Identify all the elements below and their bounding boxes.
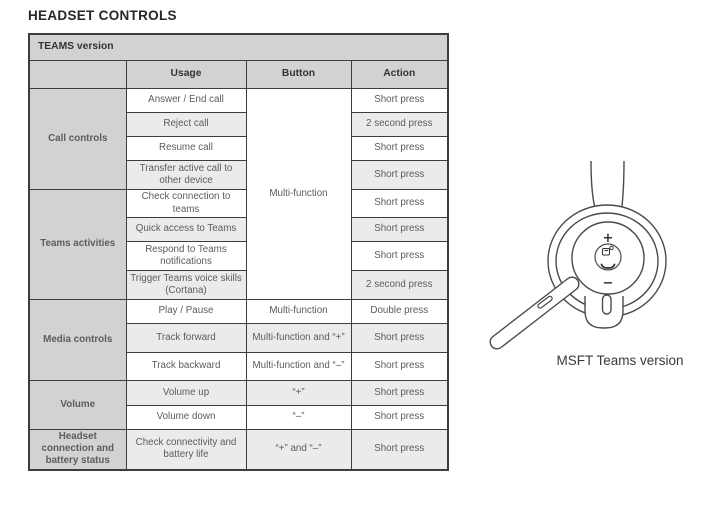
- action-cell: Short press: [351, 218, 448, 242]
- button-cell: “+”: [246, 381, 351, 406]
- controls-table: [28, 33, 449, 471]
- headband-line-left: [591, 161, 595, 208]
- button-cell: Multi-function: [246, 300, 351, 324]
- button-cell: “–”: [246, 406, 351, 430]
- illustration-caption: MSFT Teams version: [556, 353, 684, 368]
- button-cell: Multi-function and “–”: [246, 353, 351, 381]
- headset-drawing: [470, 140, 715, 365]
- action-cell: Short press: [351, 242, 448, 271]
- column-header-usage: Usage: [126, 61, 246, 89]
- column-header-button: Button: [246, 61, 351, 89]
- usage-cell: Volume down: [126, 406, 246, 430]
- usage-cell: Check connection to teams: [126, 190, 246, 218]
- usage-cell: Volume up: [126, 381, 246, 406]
- hinge-slot: [603, 295, 612, 314]
- table-row: [29, 190, 448, 218]
- action-cell: Short press: [351, 89, 448, 113]
- action-cell: Short press: [351, 353, 448, 381]
- column-header-action: Action: [351, 61, 448, 89]
- boom-arm-fill: [497, 284, 572, 342]
- usage-cell: Check connectivity and battery life: [126, 430, 246, 470]
- headset-illustration: [470, 140, 715, 365]
- page-title: HEADSET CONTROLS: [28, 8, 177, 23]
- usage-cell: Reject call: [126, 113, 246, 137]
- action-cell: Short press: [351, 161, 448, 190]
- action-cell: Short press: [351, 324, 448, 353]
- volume-up-label: +: [602, 231, 614, 246]
- table-section-row: [29, 34, 448, 61]
- group-cell-media-controls: Media controls: [29, 300, 126, 381]
- table-header-row: [29, 61, 448, 89]
- usage-cell: Answer / End call: [126, 89, 246, 113]
- button-cell-multifunction: Multi-function: [246, 89, 351, 300]
- usage-cell: Track backward: [126, 353, 246, 381]
- usage-cell: Quick access to Teams: [126, 218, 246, 242]
- section-header: TEAMS version: [29, 34, 448, 61]
- usage-cell: Play / Pause: [126, 300, 246, 324]
- action-cell: 2 second press: [351, 113, 448, 137]
- usage-cell: Transfer active call to other device: [126, 161, 246, 190]
- action-cell: Short press: [351, 381, 448, 406]
- group-cell-teams-activities: Teams activities: [29, 190, 126, 300]
- column-header-group: [29, 61, 126, 89]
- button-cell: Multi-function and “+”: [246, 324, 351, 353]
- group-cell-call-controls: Call controls: [29, 89, 126, 190]
- usage-cell: Resume call: [126, 137, 246, 161]
- group-cell-headset-connection: Headset connection and battery status: [29, 430, 126, 470]
- table-row: [29, 381, 448, 406]
- action-cell: 2 second press: [351, 271, 448, 300]
- usage-cell: Respond to Teams notifications: [126, 242, 246, 271]
- button-cell: “+” and “–”: [246, 430, 351, 470]
- table-row: [29, 89, 448, 113]
- action-cell: Double press: [351, 300, 448, 324]
- action-cell: Short press: [351, 190, 448, 218]
- table-row: [29, 300, 448, 324]
- usage-cell: Trigger Teams voice skills (Cortana): [126, 271, 246, 300]
- usage-cell: Track forward: [126, 324, 246, 353]
- group-cell-volume: Volume: [29, 381, 126, 430]
- action-cell: Short press: [351, 430, 448, 470]
- action-cell: Short press: [351, 137, 448, 161]
- volume-down-label: −: [602, 276, 614, 291]
- action-cell: Short press: [351, 406, 448, 430]
- table-row: [29, 430, 448, 470]
